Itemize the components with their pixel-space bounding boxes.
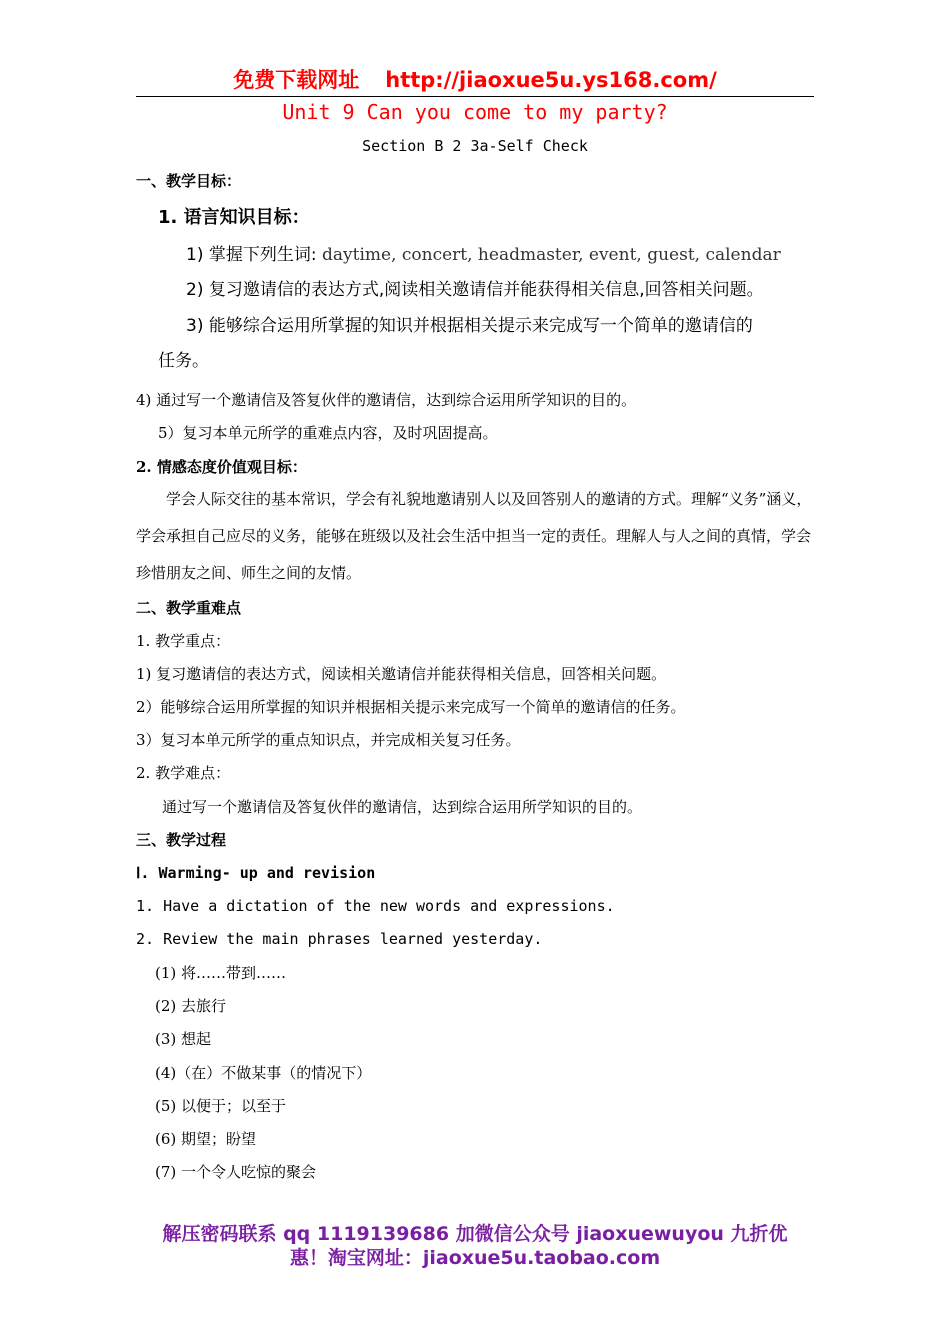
unit-title: Unit 9 Can you come to my party?	[282, 100, 668, 124]
phrase-item: (6) 期望；盼望	[155, 1130, 257, 1148]
goals-heading: 一、教学目标：	[136, 172, 242, 190]
knowledge-item-4: 4) 通过写一个邀请信及答复伙伴的邀请信，达到综合运用所学知识的目的。	[136, 391, 637, 409]
phrase-item: (5) 以便于；以至于	[155, 1097, 287, 1115]
header-site-name: 免费下载网址	[233, 68, 360, 92]
knowledge-item-1-words: daytime, concert, headmaster, event, guest, calendar	[322, 245, 781, 265]
focus-item: 1) 复习邀请信的表达方式，阅读相关邀请信并能获得相关信息，回答相关问题。	[136, 665, 667, 683]
footer-line-1: 解压密码联系 qq 1119139686 加微信公众号 jiaoxuewuyou 九折优	[162, 1223, 788, 1245]
phrase-item: (3) 想起	[155, 1030, 212, 1048]
emotion-heading: 2. 情感态度价值观目标：	[136, 458, 307, 476]
header-divider	[136, 96, 814, 97]
section-title: Section B 2 3a-Self Check	[362, 137, 588, 155]
knowledge-heading: 1. 语言知识目标：	[158, 207, 310, 228]
page-header	[0, 64, 950, 94]
header-site-url[interactable]: http://jiaoxue5u.ys168.com/	[385, 68, 717, 92]
knowledge-item-1-label: 1) 掌握下列生词:	[186, 245, 317, 265]
step1-item: 1. Have a dictation of the new words and expressions.	[136, 897, 615, 915]
step1-heading: Ⅰ. Warming- up and revision	[136, 864, 376, 882]
focus-item: 3）复习本单元所学的重点知识点，并完成相关复习任务。	[136, 731, 521, 749]
footer-line-2: 惠！淘宝网址：jiaoxue5u.taobao.com	[289, 1247, 661, 1269]
emotion-paragraph: 学会人际交往的基本常识，学会有礼貌地邀请别人以及回答别人的邀请的方式。理解“义务”涵义，学会承担自己应尽的义务，能够在班级以及社会生活中担当一定的责任。理解人与人之间的真情，学会珍惜朋友之间、师生之间的友情。	[136, 490, 812, 582]
phrase-item: (4)（在）不做某事（的情况下）	[155, 1064, 372, 1082]
process-heading: 三、教学过程	[136, 831, 227, 849]
knowledge-item-3-line-2: 任务。	[158, 351, 209, 371]
knowledge-item-2: 2) 复习邀请信的表达方式,阅读相关邀请信并能获得相关信息,回答相关问题。	[186, 280, 764, 300]
knowledge-item-3-line-1: 3) 能够综合运用所掌握的知识并根据相关提示来完成写一个简单的邀请信的	[186, 316, 753, 336]
focus-item: 2）能够综合运用所掌握的知识并根据相关提示来完成写一个简单的邀请信的任务。	[136, 698, 686, 716]
knowledge-item-5: 5）复习本单元所学的重难点内容，及时巩固提高。	[158, 424, 498, 442]
focus-heading: 1. 教学重点：	[136, 632, 231, 650]
difficulty-text: 通过写一个邀请信及答复伙伴的邀请信，达到综合运用所学知识的目的。	[162, 798, 643, 816]
phrase-item: (7) 一个令人吃惊的聚会	[155, 1163, 317, 1181]
knowledge-item-1	[186, 240, 781, 265]
phrase-item: (1) 将……带到……	[155, 964, 287, 982]
difficulty-heading: 2. 教学难点：	[136, 764, 231, 782]
phrase-item: (2) 去旅行	[155, 997, 227, 1015]
key-points-heading: 二、教学重难点	[136, 599, 242, 617]
step1-item: 2. Review the main phrases learned yesterday.	[136, 930, 543, 948]
